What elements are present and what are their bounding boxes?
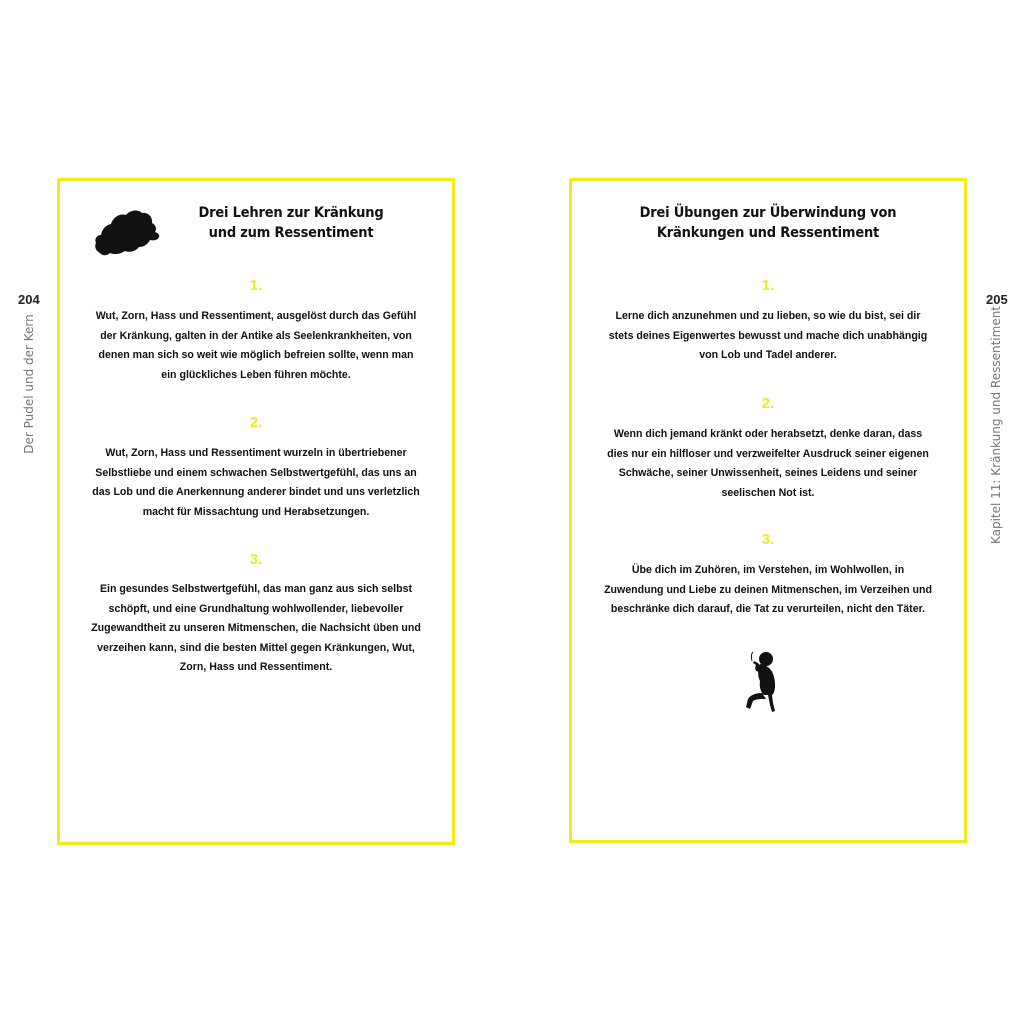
left-title-line-1: Drei Lehren zur Kränkung	[198, 205, 384, 221]
text-line: Selbstliebe und einem schwachen Selbstwertgefühl, das uns an	[95, 466, 417, 479]
right-section-1-text	[590, 307, 946, 366]
right-section-2-number: 2.	[761, 395, 775, 412]
right-title-line-2: Kränkungen und Ressentiment	[656, 225, 880, 241]
page-number-right: 205	[986, 292, 1008, 307]
right-section-1-number: 1.	[761, 277, 775, 294]
page-number-left: 204	[18, 292, 40, 307]
text-line: Wenn dich jemand kränkt oder herabsetzt, denke daran, dass	[613, 428, 923, 440]
left-section-2-number: 2.	[249, 414, 263, 431]
text-line: seelischen Not ist.	[721, 486, 815, 499]
text-line: dies nur ein hilfloser und verzweifelter Ausdruck seiner eigenen	[607, 447, 929, 460]
text-line: macht für Missachtung und Herabsetzungen.	[142, 505, 370, 518]
right-content-box	[569, 178, 967, 843]
left-content-box	[57, 178, 455, 845]
right-section-3-text	[590, 561, 946, 620]
left-title-line-2: und zum Ressentiment	[208, 225, 374, 241]
left-section-1-number: 1.	[249, 277, 263, 294]
right-section-3-number: 3.	[761, 531, 775, 548]
left-section-3-text	[78, 580, 434, 678]
right-section-2-text	[590, 425, 946, 503]
text-line: Ein gesundes Selbstwertgefühl, das man ganz aus sich selbst	[99, 583, 412, 595]
left-section-3-number: 3.	[249, 551, 263, 568]
text-line: Wut, Zorn, Hass und Ressentiment wurzeln in übertriebener	[105, 447, 407, 459]
running-head-right: Kapitel 11: Kränkung und Ressentiment	[989, 305, 1003, 545]
text-line: Zugewandtheit zu unseren Mitmenschen, die Nachsicht üben und	[91, 622, 421, 635]
text-line: von Lob und Tadel anderer.	[699, 349, 837, 362]
text-line: denen man sich so weit wie möglich befreien sollte, wenn man	[98, 349, 414, 362]
text-line: ein glückliches Leben führen möchte.	[161, 368, 351, 381]
text-line: Wut, Zorn, Hass und Ressentiment, ausgelöst durch das Gefühl	[95, 310, 417, 322]
text-line: Übe dich im Zuhören, im Verstehen, im Wohlwollen, in	[631, 564, 905, 576]
left-section-2-text	[78, 444, 434, 522]
sitting-thinker-silhouette-icon	[744, 649, 784, 713]
left-section-1-text	[78, 307, 434, 385]
running-head-left: Der Pudel und der Kern	[22, 314, 36, 454]
text-line: der Kränkung, galten in der Antike als Seelenkrankheiten, von	[100, 329, 412, 342]
text-line: Schwäche, seiner Unwissenheit, seines Leidens und seiner	[618, 467, 918, 480]
text-line: Zorn, Hass und Ressentiment.	[179, 661, 333, 674]
text-line: Lerne dich anzunehmen und zu lieben, so wie du bist, sei dir	[615, 310, 921, 322]
text-line: schöpft, und eine Grundhaltung wohlwollender, liebevoller	[108, 602, 404, 615]
left-title	[150, 203, 432, 243]
text-line: Zuwendung und Liebe zu deinen Mitmenschen, im Verzeihen und	[604, 583, 932, 596]
text-line: verzeihen kann, sind die besten Mittel gegen Kränkungen, Wut,	[97, 641, 415, 654]
text-line: das Lob und die Anerkennung anderer bindet und uns verletzlich	[92, 486, 420, 499]
text-line: beschränke dich darauf, die Tat zu verurteilen, nicht den Täter.	[610, 603, 926, 616]
right-title-line-1: Drei Übungen zur Überwindung von	[639, 205, 897, 221]
text-line: stets deines Eigenwertes bewusst und mache dich unabhängig	[608, 329, 928, 342]
right-title	[592, 203, 944, 243]
